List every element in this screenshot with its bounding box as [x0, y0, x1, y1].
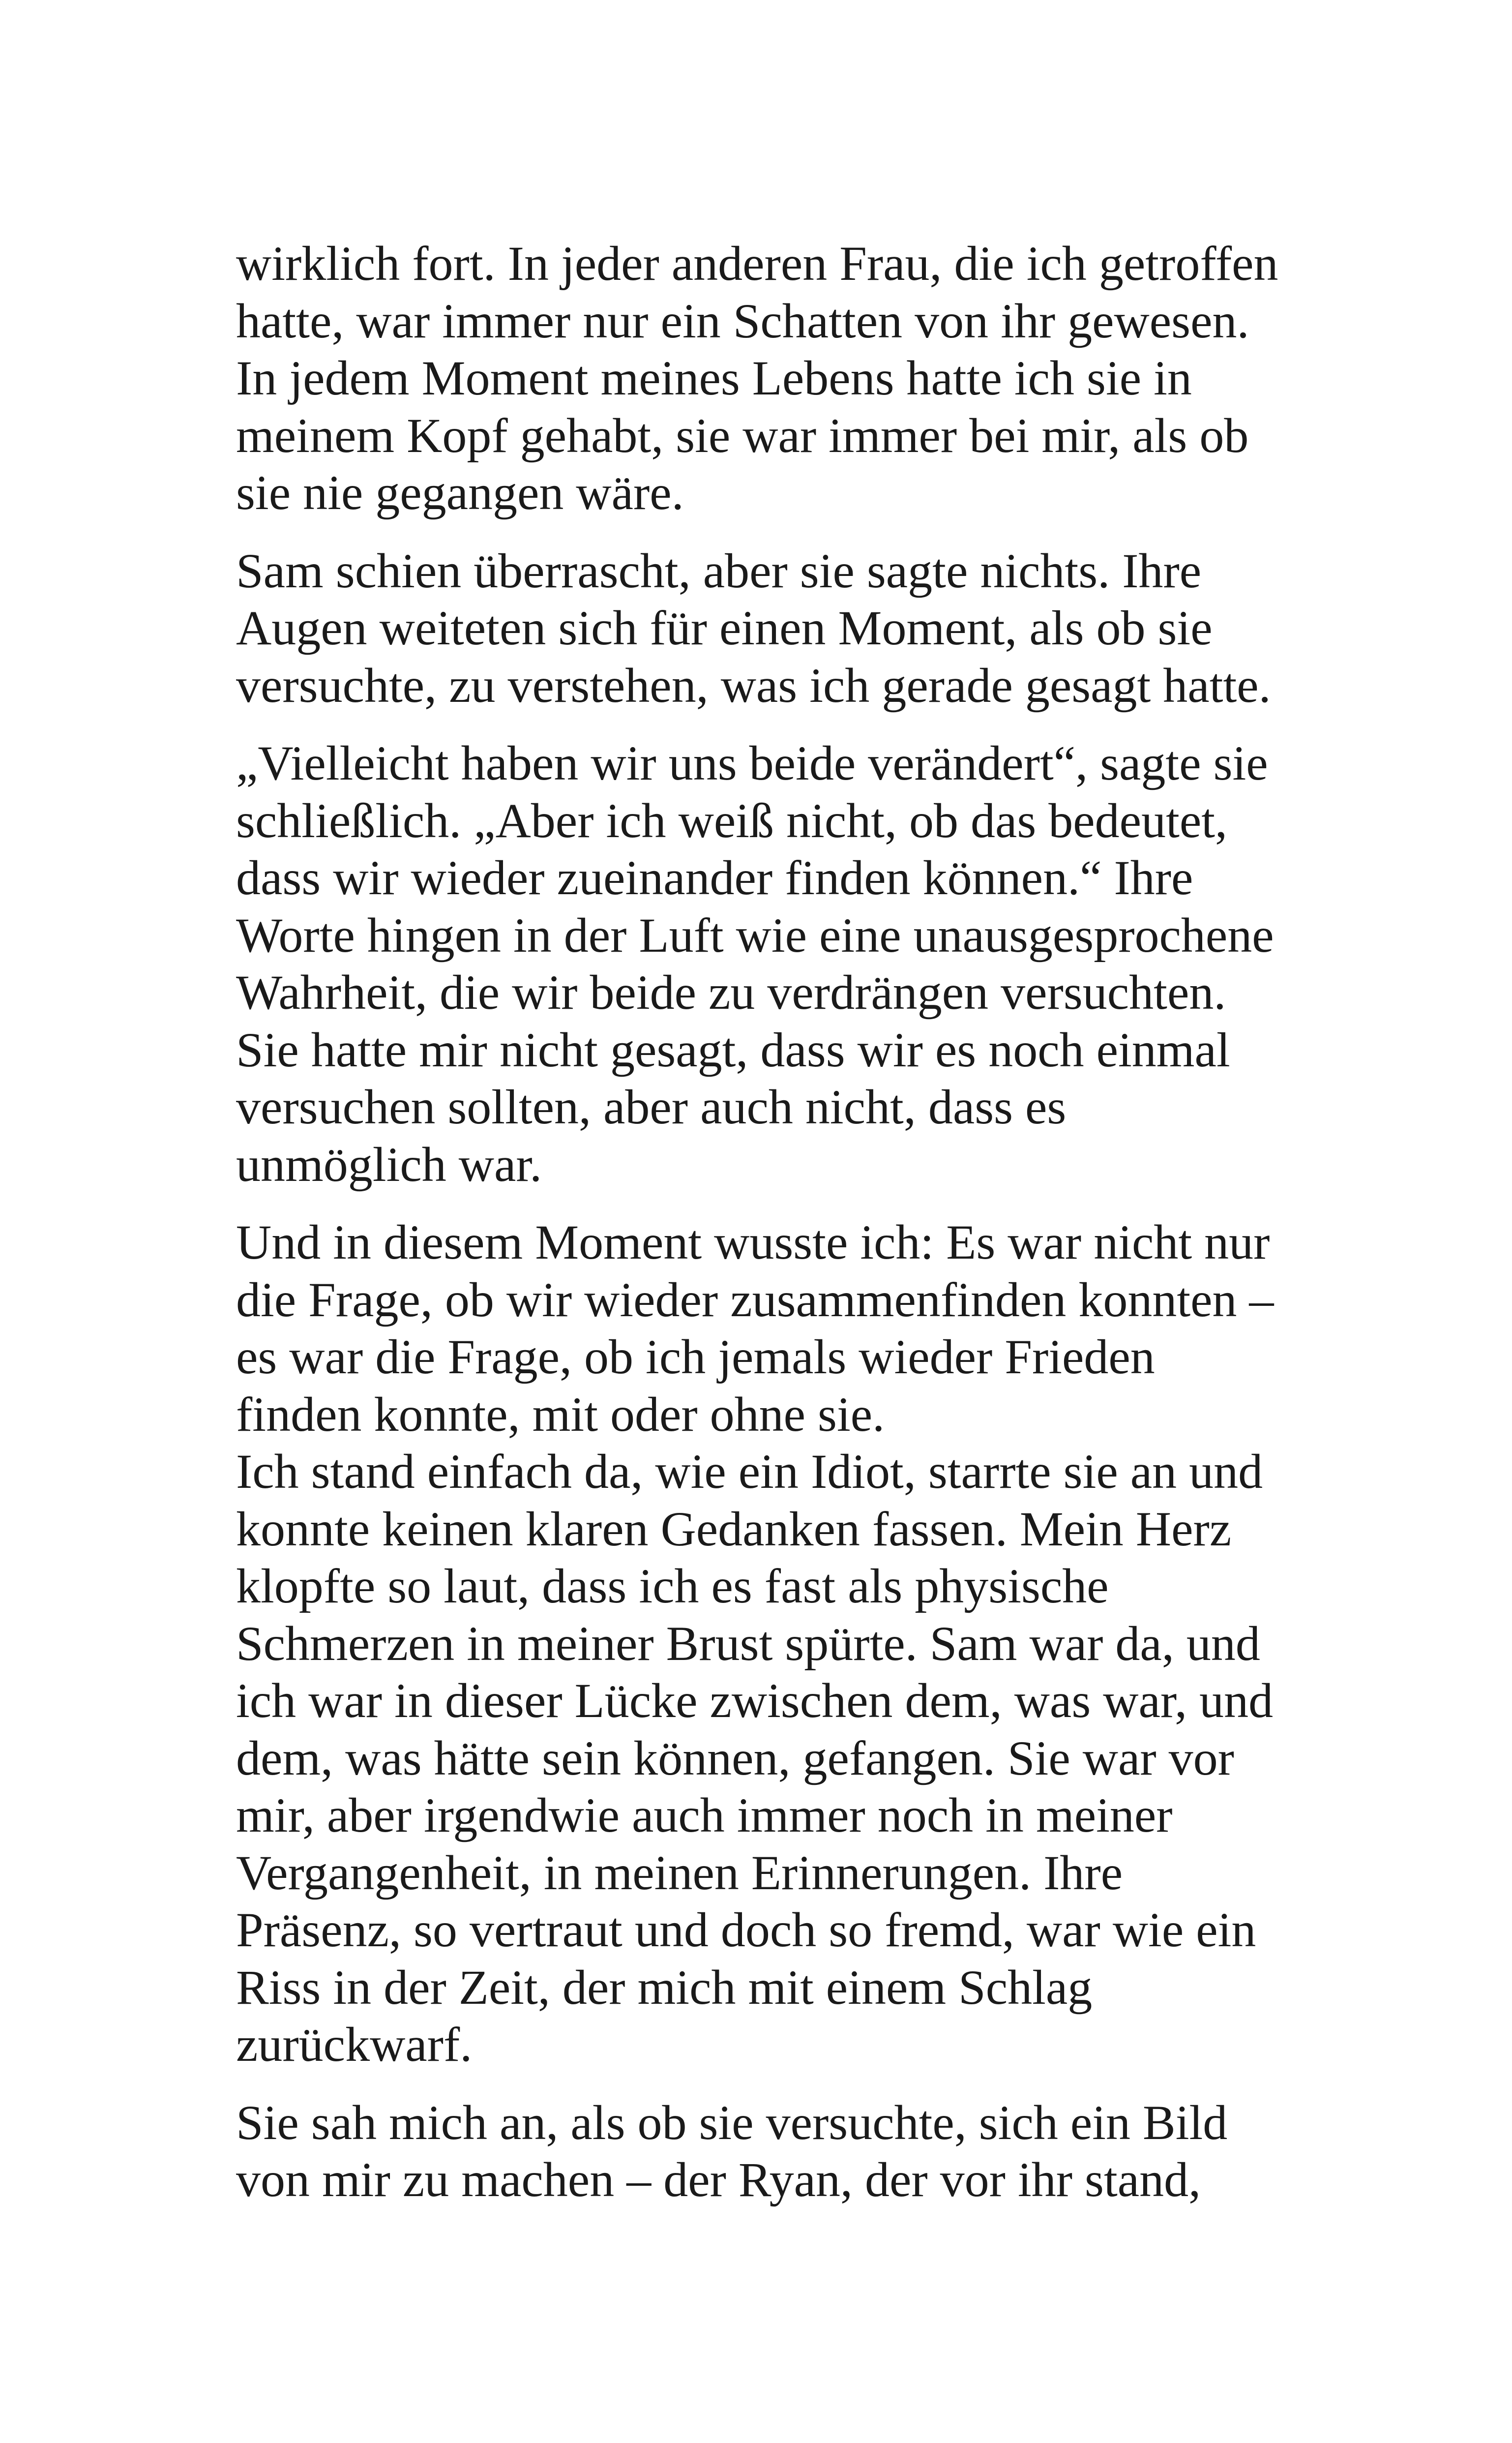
- text-line: Schmerzen in meiner Brust spürte. Sam war da, und: [236, 1616, 1260, 1671]
- text-line: dass wir wieder zueinander finden können.“ Ihre: [236, 850, 1193, 905]
- text-line: Augen weiteten sich für einen Moment, als ob sie: [236, 601, 1213, 655]
- text-line: versuchen sollten, aber auch nicht, dass es: [236, 1080, 1067, 1134]
- text-line: versuchte, zu verstehen, was ich gerade gesagt hatte.: [236, 658, 1271, 713]
- text-line: Sie hatte mir nicht gesagt, dass wir es noch einmal: [236, 1022, 1230, 1077]
- text-line: klopfte so laut, dass ich es fast als physische: [236, 1559, 1109, 1613]
- text-line: hatte, war immer nur ein Schatten von ihr gewesen.: [236, 293, 1249, 348]
- text-line: konnte keinen klaren Gedanken fassen. Mein Herz: [236, 1501, 1232, 1556]
- text-line: Riss in der Zeit, der mich mit einem Schlag: [236, 1960, 1093, 2015]
- text-line: die Frage, ob wir wieder zusammenfinden konnten –: [236, 1272, 1274, 1327]
- text-line: finden konnte, mit oder ohne sie.: [236, 1387, 885, 1442]
- text-line: Vergangenheit, in meinen Erinnerungen. Ihre: [236, 1845, 1123, 1900]
- paragraph-2: [236, 543, 1308, 715]
- text-line: von mir zu machen – der Ryan, der vor ihr stand,: [236, 2152, 1201, 2207]
- paragraph-1: [236, 235, 1308, 522]
- paragraph-5: [236, 1443, 1308, 2074]
- paragraph-6: [236, 2094, 1308, 2209]
- text-line: dem, was hätte sein können, gefangen. Sie war vor: [236, 1730, 1234, 1785]
- text-line: Worte hingen in der Luft wie eine unausgesprochene: [236, 907, 1274, 963]
- text-line: Wahrheit, die wir beide zu verdrängen versuchten.: [236, 965, 1226, 1020]
- text-line: mir, aber irgendwie auch immer noch in meiner: [236, 1788, 1173, 1842]
- text-line: Sie sah mich an, als ob sie versuchte, sich ein Bild: [236, 2095, 1228, 2150]
- text-line: meinem Kopf gehabt, sie war immer bei mir, als ob: [236, 408, 1249, 463]
- text-line: Präsenz, so vertraut und doch so fremd, war wie ein: [236, 1902, 1256, 1957]
- text-line: schließlich. „Aber ich weiß nicht, ob das bedeutet,: [236, 793, 1228, 848]
- text-line: Sam schien überrascht, aber sie sagte nichts. Ihre: [236, 543, 1202, 598]
- text-line: unmöglich war.: [236, 1137, 542, 1192]
- paragraph-3: [236, 735, 1308, 1193]
- text-line: wirklich fort. In jeder anderen Frau, die ich getroffen: [236, 236, 1278, 291]
- text-line: „Vielleicht haben wir uns beide verändert“, sagte sie: [236, 736, 1268, 790]
- paragraph-4: [236, 1214, 1308, 1443]
- book-page: [236, 235, 1308, 2209]
- text-line: In jedem Moment meines Lebens hatte ich sie in: [236, 351, 1192, 405]
- text-line: Ich stand einfach da, wie ein Idiot, starrte sie an und: [236, 1444, 1263, 1499]
- text-line: es war die Frage, ob ich jemals wieder Frieden: [236, 1329, 1155, 1384]
- text-line: Und in diesem Moment wusste ich: Es war nicht nur: [236, 1215, 1270, 1269]
- text-line: sie nie gegangen wäre.: [236, 465, 684, 520]
- text-line: ich war in dieser Lücke zwischen dem, was war, und: [236, 1673, 1274, 1728]
- text-line: zurückwarf.: [236, 2017, 473, 2072]
